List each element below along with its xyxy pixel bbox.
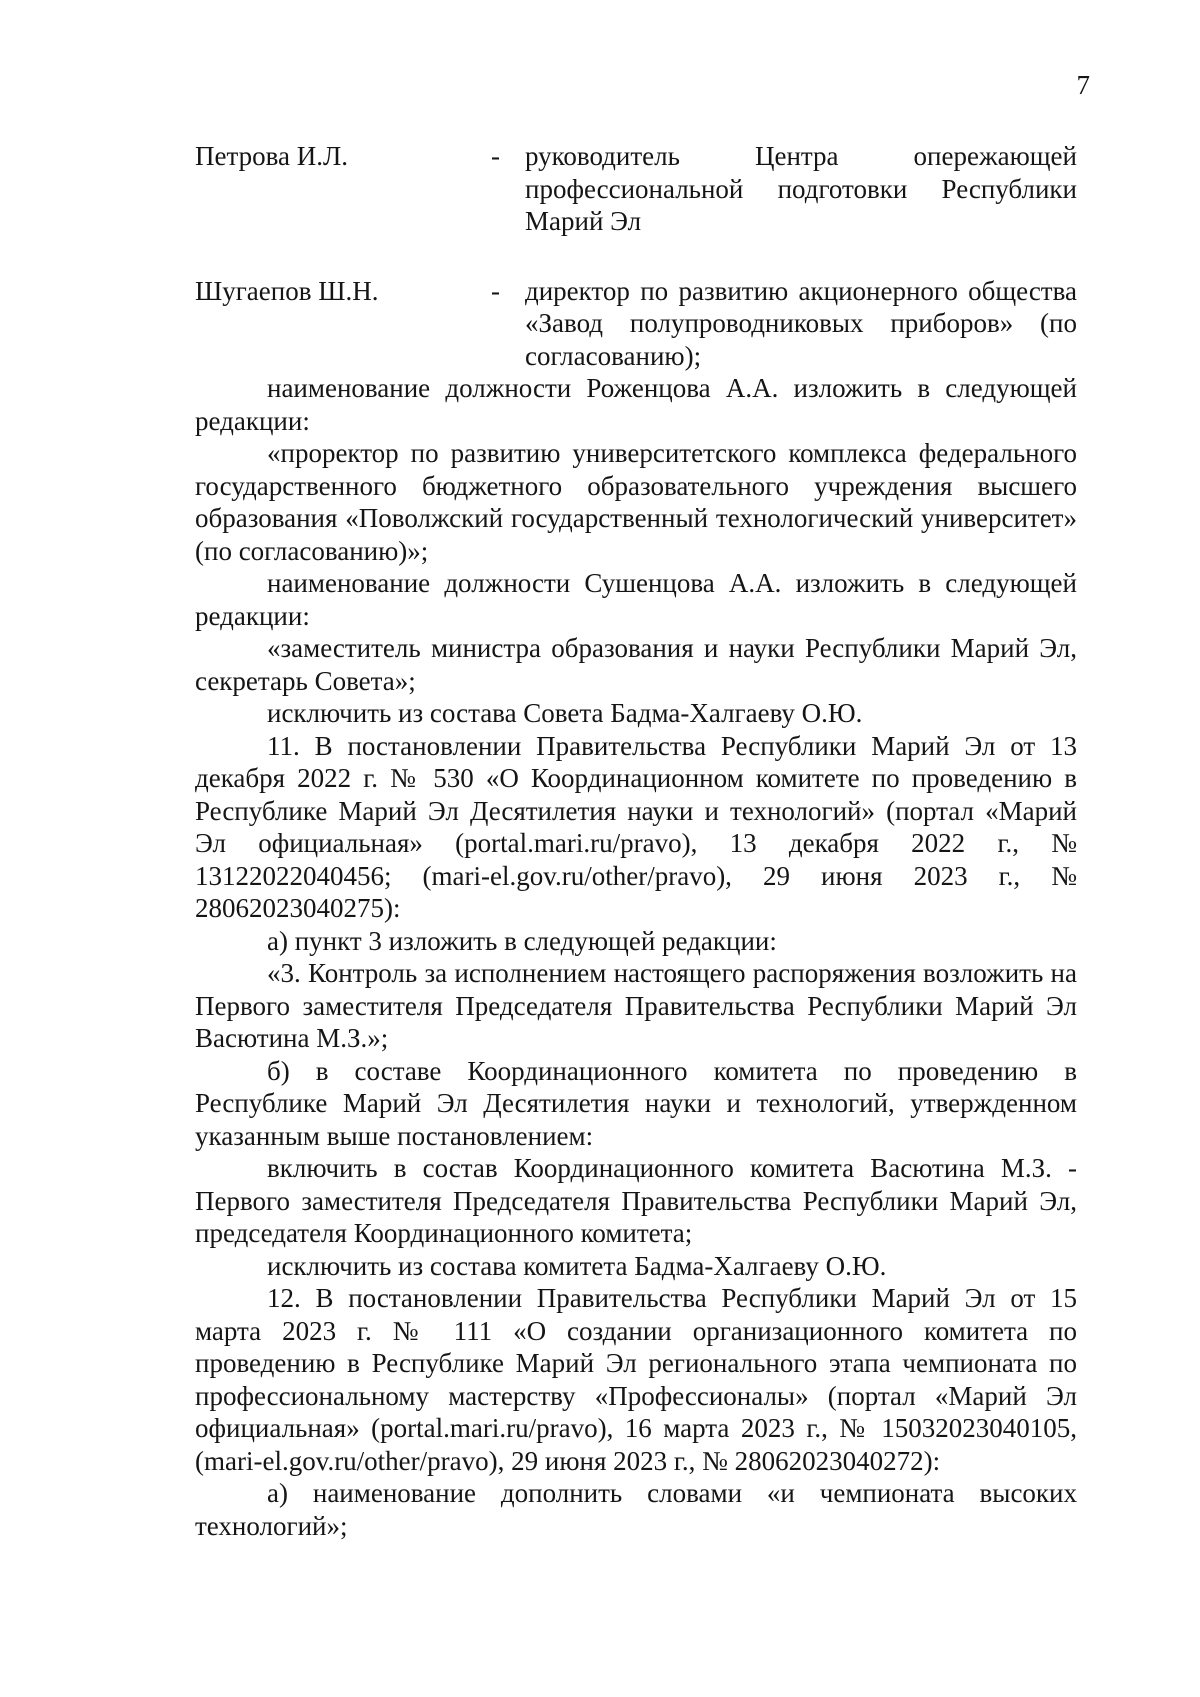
paragraph: «проректор по развитию университетского комплекса федерального государственного бюджетного образовательного учреждения высшего образования «Поволжский государственный технологический университет» (по согласованию)»; — [195, 438, 1077, 566]
paragraph: а) пункт 3 изложить в следующей редакции: — [267, 925, 777, 956]
page-number: 7 — [1076, 70, 1090, 100]
member-name: Петрова И.Л. — [195, 141, 349, 171]
paragraph: наименование должности Роженцова А.А. изложить в следующей редакции: — [195, 373, 1077, 436]
paragraph: включить в состав Координационного комитета Васютина М.З. - Первого заместителя Председателя Правительства Республики Марий Эл, председателя Координационного комитета; — [195, 1153, 1077, 1248]
paragraph: а) наименование дополнить словами «и чемпионата высоких технологий»; — [195, 1478, 1077, 1541]
member-dash: - — [491, 275, 500, 306]
member-role: руководитель Центра опережающей профессиональной подготовки Республики Марий Эл — [525, 141, 1077, 236]
member-dash: - — [491, 141, 500, 171]
paragraph: б) в составе Координационного комитета по проведению в Республике Марий Эл Десятилетия науки и технологий, утвержденном указанным выше постановлением: — [195, 1055, 1077, 1151]
member-name: Шугаепов Ш.Н. — [195, 275, 379, 306]
document-body — [195, 140, 1077, 1542]
member-row-shugaepov — [195, 275, 1077, 373]
paragraph: «3. Контроль за исполнением настоящего распоряжения возложить на Первого заместителя Председателя Правительства Республики Марий Эл Васютина М.З.»; — [195, 958, 1077, 1053]
paragraph: «заместитель министра образования и науки Республики Марий Эл, секретарь Совета»; — [195, 633, 1077, 696]
member-row-petrova — [195, 140, 1077, 238]
paragraph-item-12: 12. В постановлении Правительства Республики Марий Эл от 15 марта 2023 г. № 111 «О создании организационного комитета по проведению в Республике Марий Эл регионального этапа чемпионата по профессиональному мастерству «Профессионалы» (портал «Марий Эл официальная» (portal.mari.ru/pravo), 16 марта 2023 г., № 15032023040105, (mari-el.gov.ru/other/pravo), 29 июня 2023 г., № 28062023040272): — [195, 1283, 1077, 1476]
member-role: директор по развитию акционерного общества «Завод полупроводниковых приборов» (по согласованию); — [525, 275, 1077, 371]
paragraph: исключить из состава Совета Бадма-Халгаеву О.Ю. — [267, 698, 863, 728]
paragraph: наименование должности Сушенцова А.А. изложить в следующей редакции: — [195, 568, 1077, 631]
paragraph: исключить из состава комитета Бадма-Халгаеву О.Ю. — [267, 1250, 887, 1281]
paragraph-item-11: 11. В постановлении Правительства Республики Марий Эл от 13 декабря 2022 г. № 530 «О Координационном комитете по проведению в Республике Марий Эл Десятилетия науки и технологий» (портал «Марий Эл официальная» (portal.mari.ru/pravo), 13 декабря 2022 г., № 13122022040456; (mari-el.gov.ru/other/pravo), 29 июня 2023 г., № 28062023040275): — [195, 730, 1077, 923]
